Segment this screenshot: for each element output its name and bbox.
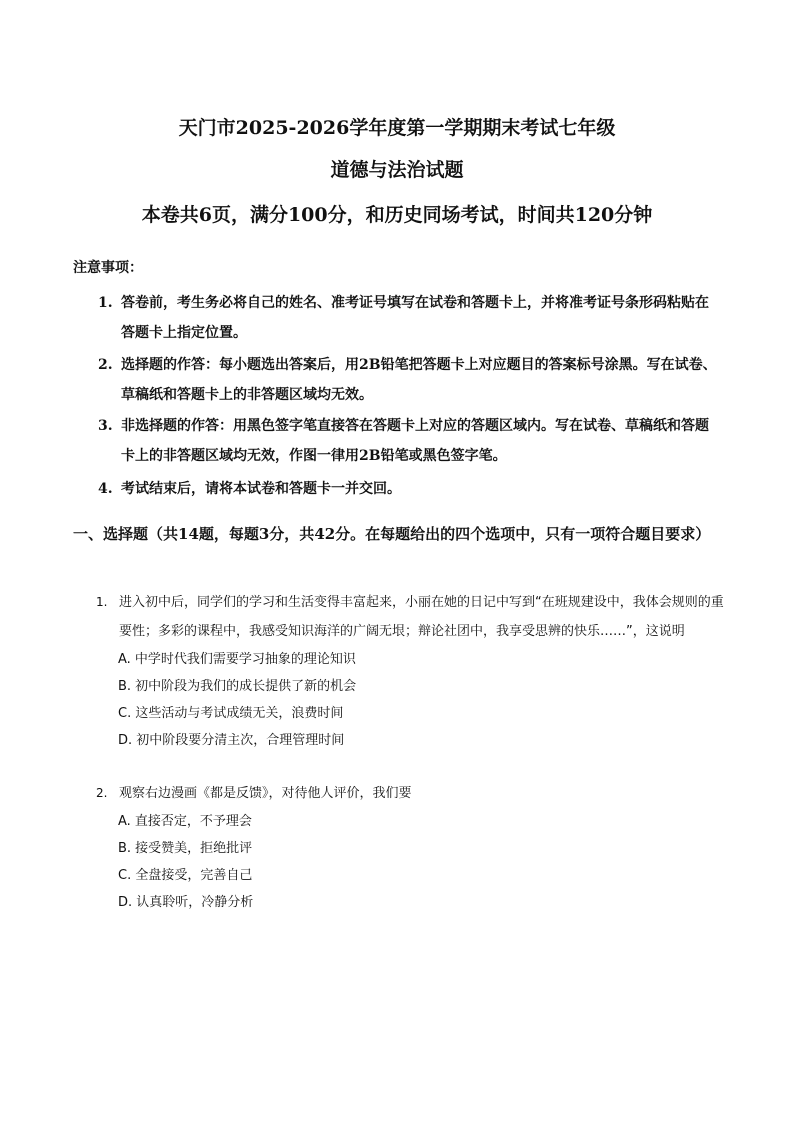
- option-list: [96, 646, 726, 754]
- notice-item-text: 考试结束后，请将本试卷和答题卡一并交回。: [121, 481, 401, 497]
- option-d: D. 初中阶段要分清主次，合理管理时间: [118, 733, 345, 748]
- notice-item-text: 选择题的作答：每小题选出答案后，用2B铅笔把答题卡上对应题目的答案标号涂黑。写在试卷、草稿纸和答题卡上的非答题区域均无效。: [121, 357, 717, 403]
- question-stem: 进入初中后，同学们的学习和生活变得丰富起来，小丽在她的日记中写到“在班规建设中，我体会规则的重要性；多彩的课程中，我感受知识海洋的广阔无垠；辩论社团中，我享受思辨的快乐……”，这说明: [119, 595, 724, 639]
- notice-item: [98, 411, 722, 471]
- option-b: B. 初中阶段为我们的成长提供了新的机会: [118, 679, 357, 694]
- notice-item-text: 答卷前，考生务必将自己的姓名、准考证号填写在试卷和答题卡上，并将准考证号条形码粘贴在答题卡上指定位置。: [121, 295, 709, 341]
- option-c: C. 这些活动与考试成绩无关，浪费时间: [118, 706, 344, 721]
- question-2: [96, 779, 726, 916]
- notice-item: [98, 288, 722, 348]
- section-heading-multiple-choice: 一、选择题（共14题，每题3分，共42分。在每题给出的四个选项中，只有一项符合题目要求）: [73, 525, 711, 543]
- option-a: A. 中学时代我们需要学习抽象的理论知识: [118, 652, 356, 667]
- notice-item-number: 2.: [98, 357, 113, 373]
- notice-item: [98, 350, 722, 410]
- exam-subject: 道德与法治试题: [330, 159, 464, 181]
- option-c: C. 全盘接受，完善自己: [118, 868, 253, 883]
- notice-item-number: 3.: [98, 418, 113, 434]
- option-b: B. 接受赞美，拒绝批评: [118, 841, 253, 856]
- exam-title: 天门市2025-2026学年度第一学期期末考试七年级: [178, 117, 616, 139]
- question-stem: 观察右边漫画《都是反馈》，对待他人评价，我们要: [119, 786, 412, 801]
- exam-info: 本卷共6页，满分100分，和历史同场考试，时间共120分钟: [141, 204, 653, 226]
- notice-item-text: 非选择题的作答：用黑色签字笔直接答在答题卡上对应的答题区域内。写在试卷、草稿纸和答题卡上的非答题区域均无效，作图一律用2B铅笔或黑色签字笔。: [121, 418, 709, 464]
- option-a: A. 直接否定，不予理会: [118, 814, 252, 829]
- option-d: D. 认真聆听，冷静分析: [118, 895, 254, 910]
- notice-item: [98, 474, 722, 504]
- question-1: [96, 588, 726, 754]
- notice-item-number: 1.: [98, 295, 113, 311]
- question-number: 1.: [96, 595, 108, 609]
- option-list: [96, 808, 726, 916]
- question-number: 2.: [96, 786, 108, 800]
- notice-heading: 注意事项：: [73, 260, 143, 276]
- notice-item-number: 4.: [98, 481, 113, 497]
